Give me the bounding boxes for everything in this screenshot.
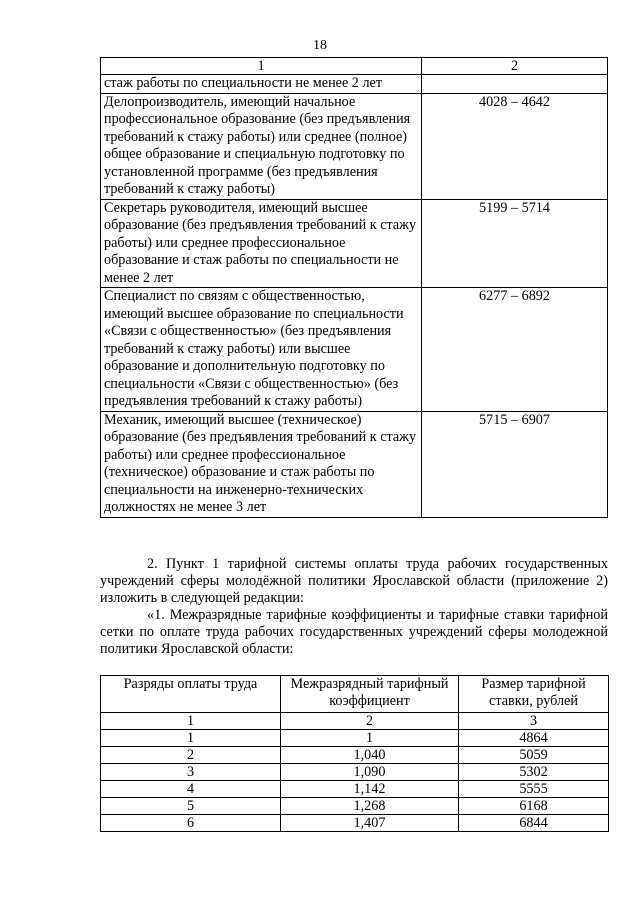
rate-cell: 5302 xyxy=(459,764,609,781)
table-row xyxy=(101,288,608,412)
amendment-paragraph: 2. Пункт 1 тарифной системы оплаты труда рабочих государственных учреждений сферы молодёжной политики Ярославской области (приложение 2) изложить в следующей редакции: xyxy=(100,556,608,607)
rate-cell: 4864 xyxy=(459,730,609,747)
rate-cell: 6168 xyxy=(459,798,609,815)
grade-cell: 3 xyxy=(101,764,281,781)
tariff-grid-table xyxy=(100,675,609,832)
grade-cell: 6 xyxy=(101,815,281,832)
table-row xyxy=(101,93,608,199)
grade-header: Разряды оплаты труда xyxy=(101,676,281,713)
position-description: стаж работы по специальности не менее 2 лет xyxy=(101,75,422,94)
coefficient-cell: 1,040 xyxy=(281,747,459,764)
column-number-header: 2 xyxy=(422,58,608,75)
rate-header: Размер тарифной ставки, рублей xyxy=(459,676,609,713)
table-row xyxy=(101,411,608,517)
table-row xyxy=(101,798,609,815)
position-description: Специалист по связям с общественностью, имеющий высшее образование по специальности «Связи с общественностью» (без предъявления требований к стажу работы) или высшее образование и дополнительную подготовку по специальности «Связи с общественностью» (без предъявления требований к стажу работы) xyxy=(101,288,422,412)
salary-range xyxy=(422,75,608,94)
coefficient-cell: 1 xyxy=(281,730,459,747)
coefficient-cell: 1,407 xyxy=(281,815,459,832)
column-number: 1 xyxy=(101,713,281,730)
position-description: Делопроизводитель, имеющий начальное профессиональное образование (без предъявления требований к стажу работы) или среднее (полное) общее образование и специальную подготовку по установленной программе (без предъявления требований к стажу работы) xyxy=(101,93,422,199)
position-description: Механик, имеющий высшее (техническое) образование (без предъявления требований к стажу работы) или среднее профессиональное (техническое) образование и стаж работы по специальности на инженерно-технических должностях не менее 3 лет xyxy=(101,411,422,517)
rate-cell: 5555 xyxy=(459,781,609,798)
table-row xyxy=(101,747,609,764)
coefficient-cell: 1,142 xyxy=(281,781,459,798)
column-number: 2 xyxy=(281,713,459,730)
grade-cell: 5 xyxy=(101,798,281,815)
table-row xyxy=(101,199,608,288)
salary-range: 5199 – 5714 xyxy=(422,199,608,288)
coefficient-cell: 1,090 xyxy=(281,764,459,781)
grade-cell: 4 xyxy=(101,781,281,798)
rate-cell: 5059 xyxy=(459,747,609,764)
table-row xyxy=(101,815,609,832)
grade-cell: 2 xyxy=(101,747,281,764)
coefficient-cell: 1,268 xyxy=(281,798,459,815)
grade-cell: 1 xyxy=(101,730,281,747)
salary-range: 5715 – 6907 xyxy=(422,411,608,517)
positions-salary-table xyxy=(100,57,608,518)
column-number-header: 1 xyxy=(101,58,422,75)
tariff-intro-paragraph: «1. Межразрядные тарифные коэффициенты и тарифные ставки тарифной сетки по оплате труда рабочих государственных учреждений сферы молодежной политики Ярославской области: xyxy=(100,607,608,658)
rate-cell: 6844 xyxy=(459,815,609,832)
table-header-row xyxy=(101,676,609,713)
table-row xyxy=(101,781,609,798)
page-number: 18 xyxy=(313,38,327,53)
coefficient-header: Межразрядный тарифный коэффициент xyxy=(281,676,459,713)
table-row xyxy=(101,75,608,94)
table-header-row xyxy=(101,58,608,75)
column-number: 3 xyxy=(459,713,609,730)
column-number-row xyxy=(101,713,609,730)
salary-range: 6277 – 6892 xyxy=(422,288,608,412)
salary-range: 4028 – 4642 xyxy=(422,93,608,199)
position-description: Секретарь руководителя, имеющий высшее образование (без предъявления требований к стажу работы) или среднее профессиональное образование и стаж работы по специальности не менее 2 лет xyxy=(101,199,422,288)
table-row xyxy=(101,730,609,747)
table-row xyxy=(101,764,609,781)
